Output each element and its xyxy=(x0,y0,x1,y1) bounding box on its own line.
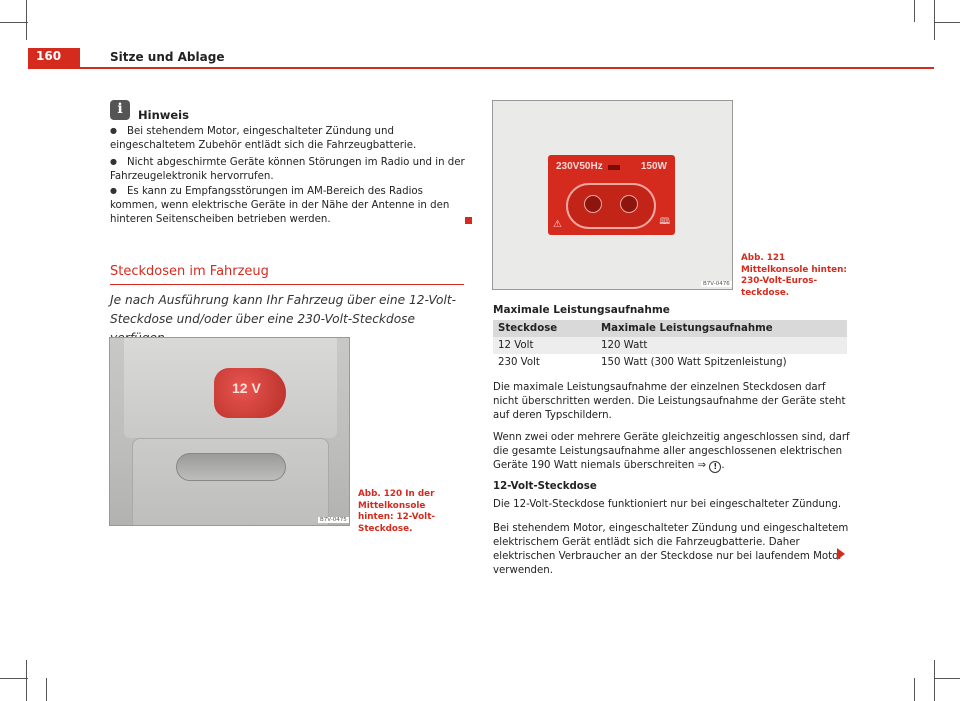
note-item: ● Nicht abgeschirmte Geräte können Störungen im Radio und in der Fahrzeugelektronik hervorrufen. xyxy=(110,156,466,184)
paragraph: Die maximale Leistungsaufnahme der einzelnen Steckdosen darf nicht überschritten werden. Die Leistungsaufnahme der Geräte steht auf deren Typschildern. xyxy=(493,382,846,421)
12v-socket-cap xyxy=(214,368,286,418)
photo-code: B7V-0475 xyxy=(320,517,347,523)
info-icon: i xyxy=(110,100,130,120)
continue-arrow-icon xyxy=(837,548,845,560)
header-rule xyxy=(28,67,934,69)
table-cell: 12 Volt xyxy=(493,337,596,354)
power-table xyxy=(493,320,847,371)
photo-code: B7V-0476 xyxy=(703,281,730,287)
warning-ref-icon[interactable]: ! xyxy=(709,461,721,473)
section-rule xyxy=(110,284,464,285)
compartment-handle xyxy=(176,453,286,481)
subheading: 12-Volt-Steckdose xyxy=(493,481,597,492)
outlet-pin xyxy=(584,195,602,213)
section-intro: Je nach Ausführung kann Ihr Fahrzeug über eine 12-Volt-Steckdose und/oder über eine 230-Volt-Steckdose xyxy=(110,293,457,326)
manual-book-icon: 🕮 xyxy=(659,217,670,227)
crop-mark xyxy=(46,678,47,701)
console-upper-panel xyxy=(124,338,337,438)
figure-caption: Abb. 120 In der Mittelkonsole hinten: 12-Volt-Steckdose. xyxy=(358,489,436,534)
section-title: Steckdosen im Fahrzeug xyxy=(110,264,269,279)
power-label: 150W xyxy=(640,161,667,172)
crop-mark xyxy=(934,0,935,40)
table-header-row xyxy=(493,320,847,337)
outlet-pin xyxy=(620,195,638,213)
table-row xyxy=(493,354,847,371)
table-header: Steckdose xyxy=(493,320,596,337)
crop-mark xyxy=(26,0,27,40)
indicator-led xyxy=(608,165,620,170)
table-cell: 120 Watt xyxy=(596,337,847,354)
figure-caption: Abb. 121 Mittelkonsole hinten: 230-Volt-Eurosteckdose. xyxy=(741,253,847,298)
paragraph: Bei stehendem Motor, eingeschalteter Zündung und eingeschaltetem elektrischem Gerät entlädt sich die Fahrzeugbatterie. Daher elektrischen Verbraucher an der Steckdose nur bei laufendem Motor verwenden. xyxy=(493,523,849,576)
note-item: ● Bei stehendem Motor, eingeschalteter Zündung und eingeschaltetem Zubehör entlädt sich die Fahrzeugbatterie. xyxy=(110,125,466,153)
crop-mark xyxy=(914,678,915,701)
paragraph-text: Wenn zwei oder mehrere Geräte gleichzeitig angeschlossen sind, darf die gesamte Leistungsaufnahme aller angeschlossenen elektrischen Geräte 190 Watt niemals überschreiten ⇒ xyxy=(493,432,850,471)
paragraph-end: . xyxy=(721,460,725,471)
chapter-title: Sitze und Ablage xyxy=(110,50,225,64)
table-cell: 230 Volt xyxy=(493,354,596,371)
figure-230v-socket-photo xyxy=(492,100,733,290)
crop-mark xyxy=(934,660,935,701)
voltage-label: 230V50Hz xyxy=(556,161,603,172)
crop-mark xyxy=(914,0,915,22)
crop-mark xyxy=(0,678,28,679)
crop-mark xyxy=(0,22,28,23)
crop-mark xyxy=(934,678,960,679)
section-end-mark xyxy=(465,217,472,224)
figure-12v-socket-photo xyxy=(109,337,350,526)
crop-mark xyxy=(26,660,27,701)
note-item: ● Es kann zu Empfangsstörungen im AM-Bereich des Radios kommen, wenn elektrische Geräte in der Nähe der Antenne in den hinteren Seitenscheiben betrieben werden. xyxy=(110,185,466,227)
paragraph xyxy=(493,431,851,473)
euro-outlet xyxy=(566,183,656,229)
table-row xyxy=(493,337,847,354)
socket-label: 12 V xyxy=(232,380,261,396)
paragraph: Die 12-Volt-Steckdose funktioniert nur bei eingeschalteter Zündung. xyxy=(493,499,842,510)
storage-compartment-lid xyxy=(132,438,329,526)
warning-triangle-icon: ⚠ xyxy=(553,219,562,230)
table-cell: 150 Watt (300 Watt Spitzenleistung) xyxy=(596,354,847,371)
230v-socket-plate xyxy=(548,155,675,235)
table-header: Maximale Leistungsaufnahme xyxy=(596,320,847,337)
page-number: 160 xyxy=(36,49,62,63)
table-title: Maximale Leistungsaufnahme xyxy=(493,304,670,316)
crop-mark xyxy=(934,22,960,23)
note-title: Hinweis xyxy=(138,108,189,122)
